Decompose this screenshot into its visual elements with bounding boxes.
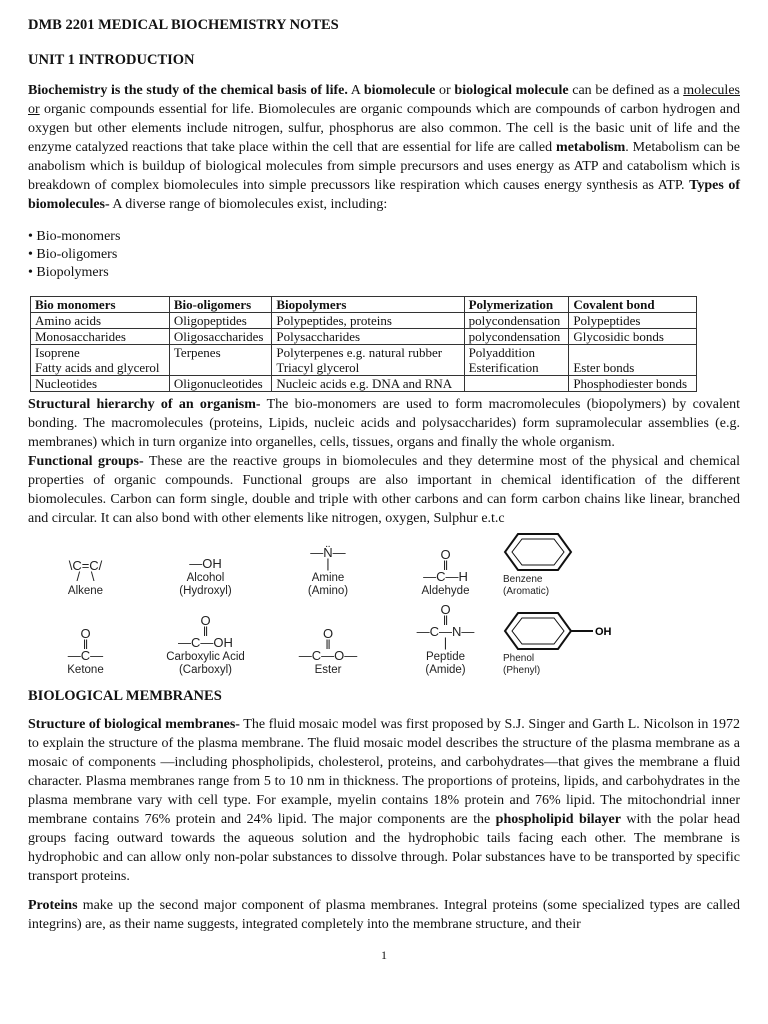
table-row (31, 376, 697, 392)
functional-group (268, 547, 388, 598)
text-run: A (347, 83, 364, 98)
bold-term: Structural hierarchy of an organism- (28, 397, 261, 412)
group-name: Alkene (67, 585, 104, 597)
text-run: A diverse range of biomolecules exist, including: (109, 197, 388, 212)
benzene-ring-icon (503, 532, 575, 572)
membrane-structure-paragraph (28, 715, 740, 886)
text-run: molecules or (28, 83, 740, 117)
table-cell: Polypeptides, proteins (272, 313, 464, 329)
bold-term: metabolism (556, 140, 626, 155)
table-cell: Ester bonds (569, 345, 697, 376)
column-header: Biopolymers (272, 297, 464, 313)
biomolecules-table (30, 296, 697, 392)
group-name: Peptide (Amide) (425, 651, 466, 676)
table-row (31, 313, 697, 329)
biomolecule-types-list (28, 228, 740, 282)
structure-formula: \C=C/ / \ (68, 558, 103, 584)
structure-formula: O ‖ —C—O— (298, 626, 358, 663)
structure-formula: O ‖ —C— (67, 626, 104, 663)
structure-formula: —OH (189, 556, 222, 571)
table-cell: Oligopeptides (169, 313, 271, 329)
list-item: • Biopolymers (28, 264, 740, 282)
structure-formula: O ‖ —C—OH (178, 613, 233, 650)
group-name: Amine (Amino) (307, 572, 349, 597)
functional-group (503, 532, 653, 598)
column-header: Polymerization (464, 297, 569, 313)
group-name: Aldehyde (421, 585, 470, 597)
table-cell: Monosaccharides (31, 329, 170, 345)
text-run: These are the reactive groups in biomolecules and they determine most of the physical and chemical properties of organic compounds. Functional groups are also important in chemical identification of the different biomolecules. Carbon can form single, double and triple with other carbons and can form carbon chains like linear, branched and circular. It can also bond with other elements like nitrogen, oxygen, Sulphur e.t.c (28, 454, 740, 526)
membranes-heading: BIOLOGICAL MEMBRANES (28, 688, 222, 704)
unit-heading: UNIT 1 INTRODUCTION (28, 52, 195, 68)
group-name: Carboxylic Acid (Carboxyl) (166, 651, 245, 676)
bold-term: Types of biomolecules- (28, 178, 740, 212)
group-name: Phenol (Phenyl) (503, 653, 541, 676)
intro-paragraph (28, 81, 740, 214)
page-number: 1 (381, 948, 387, 962)
hydroxyl-label: OH (595, 626, 612, 638)
structure-formula: O ‖ —C—N— | (416, 602, 475, 650)
bold-term: biological molecule (454, 83, 569, 98)
group-name: Benzene (Aromatic) (503, 574, 550, 597)
table-cell: Glycosidic bonds (569, 329, 697, 345)
table-cell: polycondensation (464, 329, 569, 345)
table-cell: Polypeptides (569, 313, 697, 329)
table-cell: Nucleotides (31, 376, 170, 392)
functional-group (143, 615, 268, 677)
text-run: The fluid mosaic model was first proposed by S.J. Singer and Garth L. Nicolson in 1972 to explain the structure of the plasma membrane. The fluid mosaic model describes the structure of the plasma membrane as a mosaic of components —including phospholipids, cholesterol, proteins, and carbohydrates—that gives the membrane a fluid character. Plasma membranes range from 5 to 10 nm in thickness. The proportions of proteins, lipids, and carbohydrates in the plasma membrane vary with cell type. For example, myelin contains 18% protein and 76% lipid. The mitochondrial inner membrane contains 76% protein and 24% lipid. The major components are the (28, 717, 741, 827)
table-cell: Oligosaccharides (169, 329, 271, 345)
functional-group (503, 611, 653, 677)
list-item: • Bio-oligomers (28, 246, 740, 264)
list-item: • Bio-monomers (28, 228, 740, 246)
text-run: with the polar head groups facing outward towards the aqueous solution and the hydrophobic tails facing each other. The membrane is hydrophobic and can allow only non-polar substances to dissolve through. Polar substances have to be transported by specific transport proteins. (28, 812, 741, 884)
column-header: Bio-oligomers (169, 297, 271, 313)
table-cell: Oligonucleotides (169, 376, 271, 392)
functional-group (143, 558, 268, 598)
document-page (28, 16, 740, 963)
column-header: Bio monomers (31, 297, 170, 313)
bold-term: biomolecule (363, 83, 436, 98)
table-cell: Terpenes (169, 345, 271, 376)
table-cell: Isoprene Fatty acids and glycerol (31, 345, 170, 376)
group-name: Alcohol (Hydroxyl) (179, 572, 232, 597)
functional-group (268, 628, 388, 677)
table-row (31, 345, 697, 376)
bold-term: phospholipid bilayer (495, 812, 621, 827)
text-run: organic compounds essential for life. Biomolecules are organic compounds which are compounds of carbon hydrogen and oxygen but other elements include nitrogen, sulfur, phosphorus are also common. The cell is the basic unit of life and the enzyme catalyzed reactions that take place within the cell that are essential for life are called (28, 102, 740, 155)
functional-group (28, 628, 143, 677)
bold-term: Proteins (28, 898, 78, 913)
table-cell: Amino acids (31, 313, 170, 329)
table-cell: Polyterpenes e.g. natural rubber Triacyl glycerol (272, 345, 464, 376)
structure-formula: O ‖ —C—H (423, 547, 468, 584)
bold-term: Functional groups- (28, 454, 144, 469)
functional-groups-paragraph (28, 452, 740, 528)
functional-groups-figure (28, 532, 740, 677)
text-run: or (435, 83, 455, 98)
structural-hierarchy-paragraph (28, 395, 740, 452)
bold-term: Structure of biological membranes- (28, 717, 240, 732)
text-run: make up the second major component of plasma membranes. Integral proteins (some specialized types are called integrins) are, as their name suggests, integrated completely into the membrane structure, and their (28, 898, 740, 932)
group-name: Ketone (67, 664, 104, 676)
text-run: can be defined as a (568, 83, 684, 98)
functional-group (388, 549, 503, 598)
table-row (31, 329, 697, 345)
table-cell: Phosphodiester bonds (569, 376, 697, 392)
group-name: Ester (314, 664, 342, 676)
table-cell: Polyaddition Esterification (464, 345, 569, 376)
structure-formula: —N̈— | (310, 545, 346, 571)
benzene-ring-icon (503, 611, 623, 651)
table-cell (464, 376, 569, 392)
proteins-paragraph (28, 896, 740, 934)
functional-group (388, 604, 503, 677)
table-cell: Nucleic acids e.g. DNA and RNA (272, 376, 464, 392)
table-cell: Polysaccharides (272, 329, 464, 345)
bold-term: Biochemistry is the study of the chemical basis of life. (28, 83, 348, 98)
functional-group (28, 560, 143, 598)
column-header: Covalent bond (569, 297, 697, 313)
table-cell: polycondensation (464, 313, 569, 329)
document-title: DMB 2201 MEDICAL BIOCHEMISTRY NOTES (28, 17, 339, 33)
text-run: . Metabolism can be anabolism which is buildup of biological molecules from simple precursors and uses energy as ATP and catabolism which is breakdown of complex biomolecules into simple precussors like respiration which causes energy synthesis as ATP. (28, 140, 740, 193)
text-run: The bio-monomers are used to form macromolecules (biopolymers) by covalent bonding. The macromolecules (proteins, Lipids, nucleic acids and polysaccharides) form supramolecular assemblies (e.g. membranes) which in turn organize into organelles, cells, tissues, organs and finally the whole organism. (28, 397, 741, 450)
